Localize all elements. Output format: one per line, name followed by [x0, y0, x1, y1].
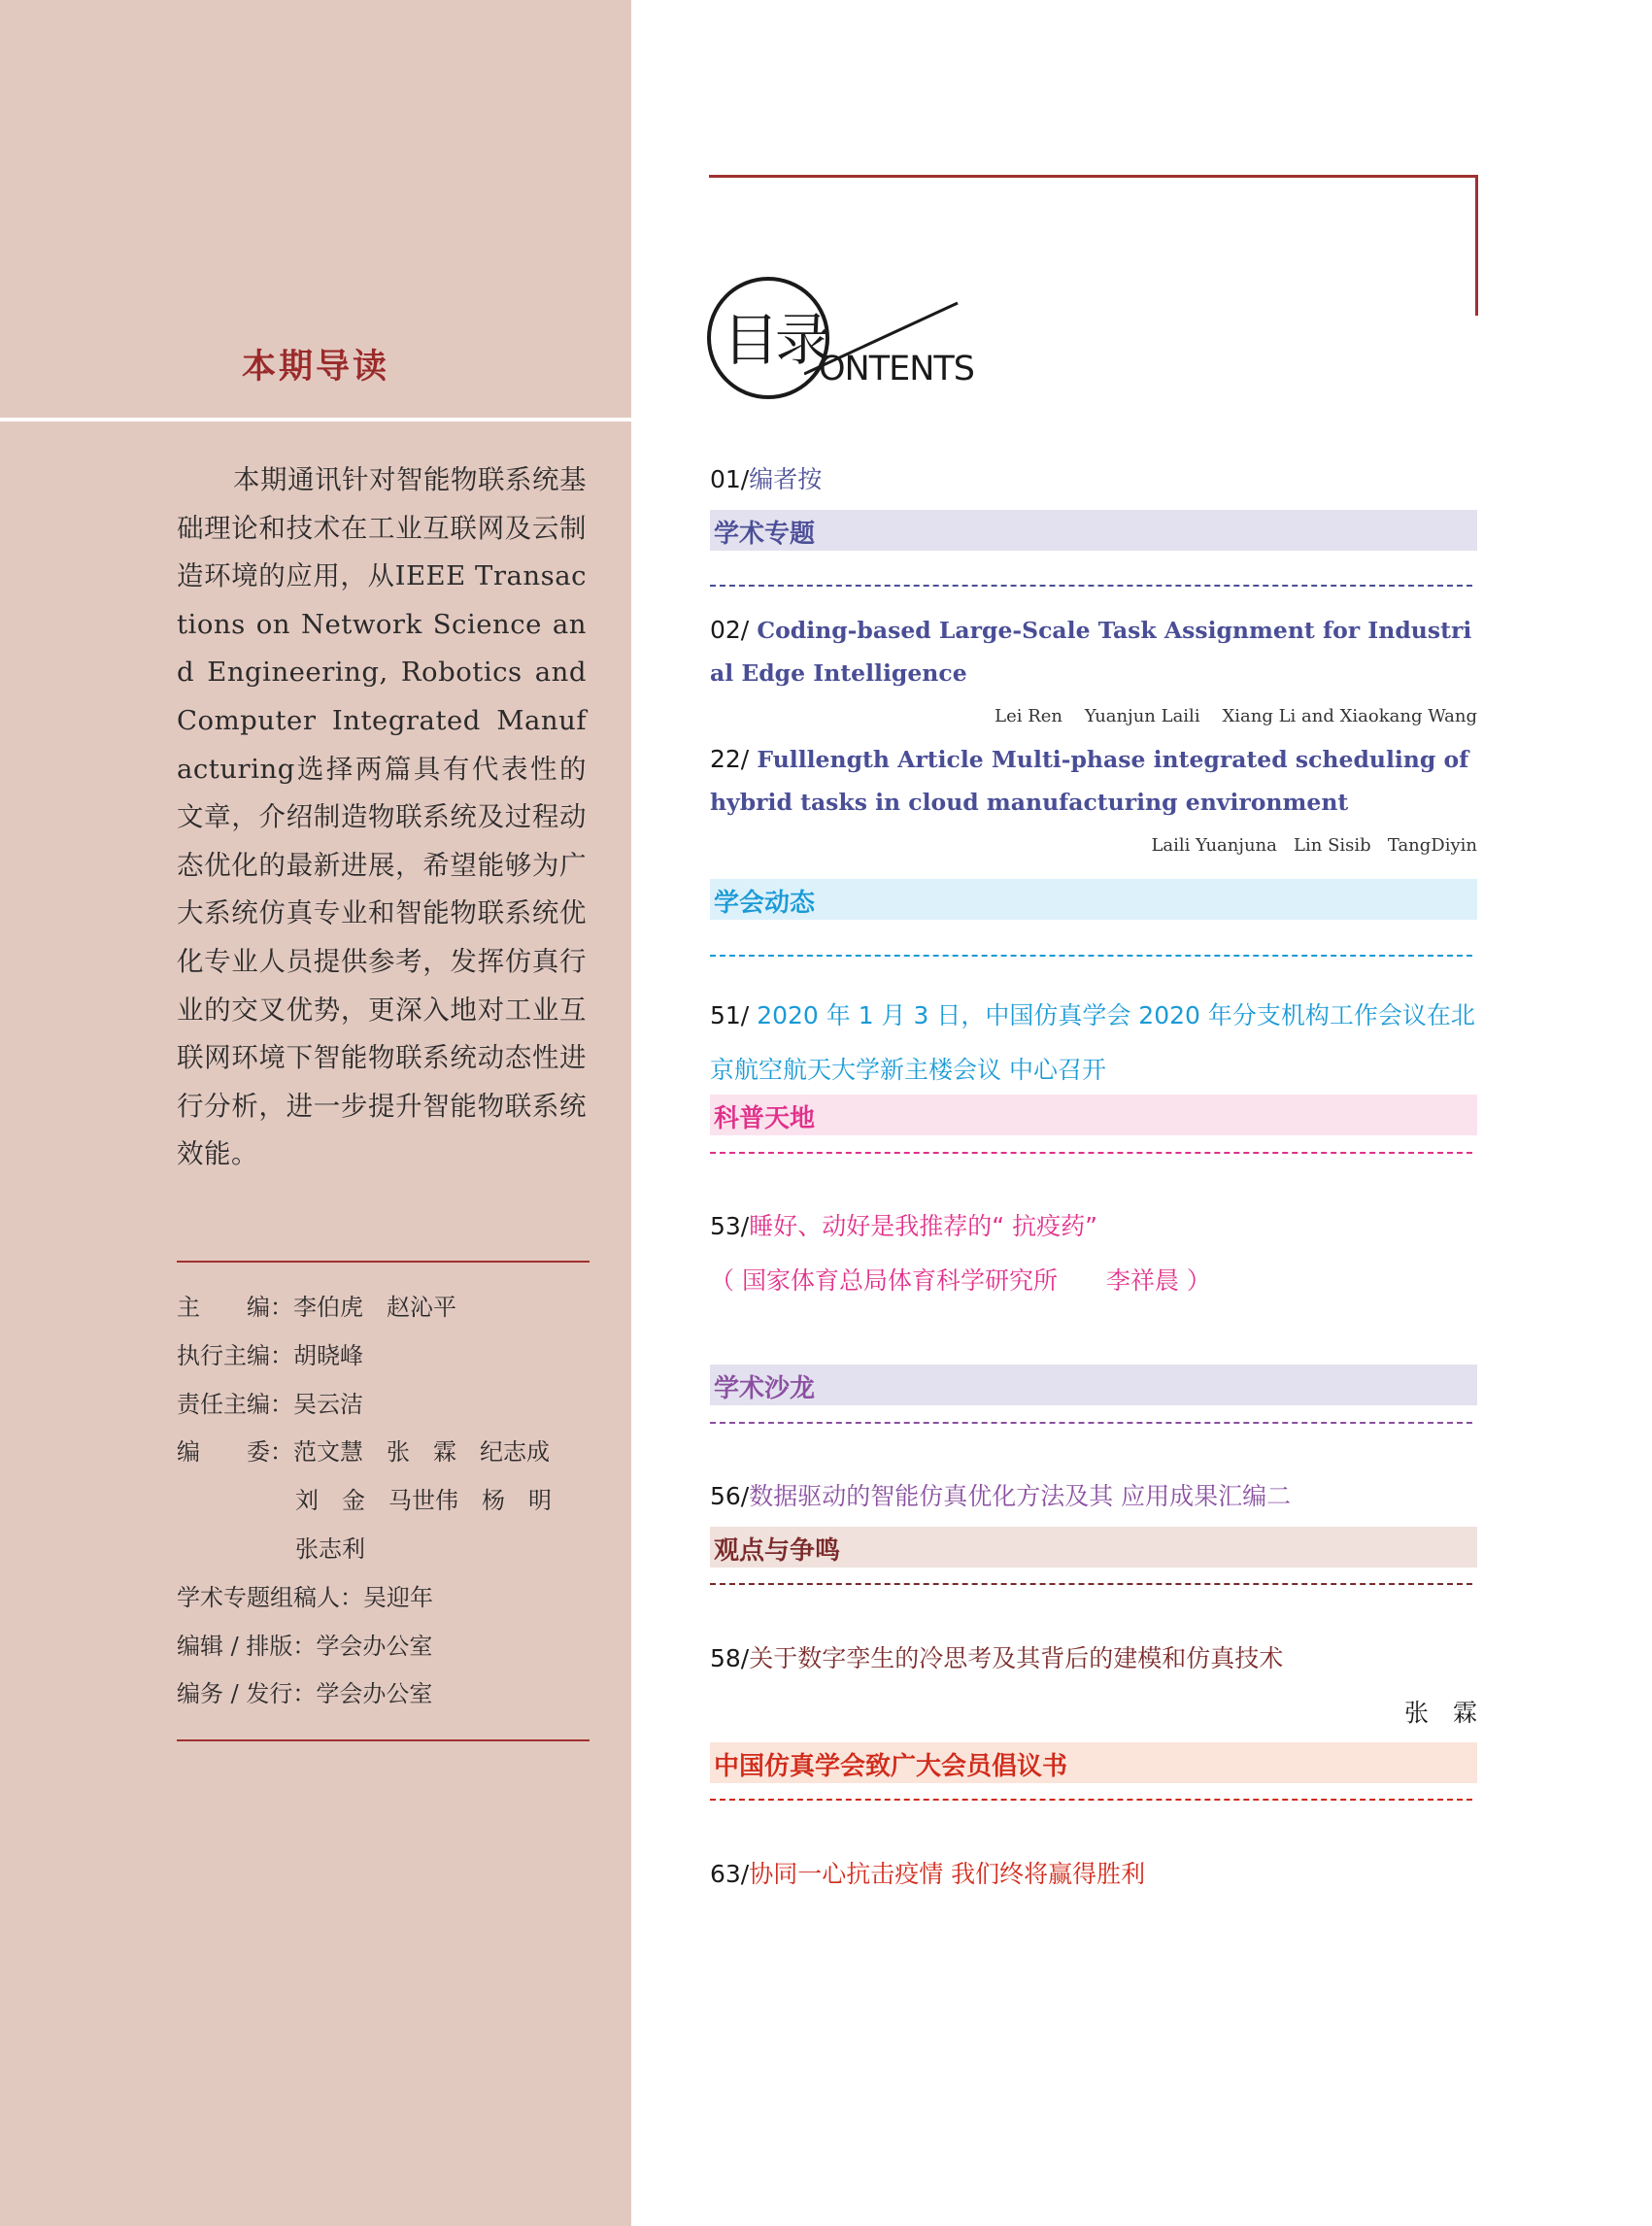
editor-value: 胡晓峰 [293, 1341, 363, 1369]
entry-title: 编者按 [749, 465, 823, 493]
logo-mulu-text: 目录 [723, 307, 828, 373]
logo-contents-text: ONTENTS [819, 350, 975, 388]
editor-row-topic [177, 1574, 594, 1623]
contents-logo [707, 277, 998, 403]
section-label: 观点与争鸣 [714, 1536, 841, 1566]
entry-title: Fulllength Article Multi-phase integrated scheduling of hybrid tasks in cloud manufacturing environment [710, 746, 1469, 816]
editor-label: 编辑 / 排版： [177, 1632, 317, 1660]
intro-text [177, 456, 587, 1179]
entry-title: 关于数字孪生的冷思考及其背后的建模和仿真技术 [749, 1644, 1284, 1672]
section-label: 科普天地 [714, 1104, 816, 1133]
page-number: 51/ [710, 1001, 750, 1029]
editor-label: 执行主编： [177, 1341, 293, 1369]
dashed-divider [710, 1422, 1472, 1424]
editor-value: 学会办公室 [316, 1632, 433, 1660]
section-science [710, 1095, 1477, 1135]
dashed-divider [710, 1799, 1472, 1801]
editors-top-rule [177, 1261, 590, 1263]
authors-02: Lei Ren Yuanjun Laili Xiang Li and Xiaokang Wang [995, 706, 1477, 726]
dashed-divider [710, 955, 1472, 957]
section-salon [710, 1365, 1477, 1405]
section-label: 学术沙龙 [714, 1374, 816, 1403]
toc-entry-56[interactable] [710, 1477, 1291, 1512]
toc-entry-01[interactable] [710, 460, 822, 495]
toc-entry-63[interactable] [710, 1855, 1145, 1890]
section-letter [710, 1742, 1477, 1783]
frame-top-rule [709, 175, 1478, 178]
editors-bottom-rule [177, 1739, 590, 1741]
section-views [710, 1527, 1477, 1568]
intro-paragraph: 本期通讯针对智能物联系统基础理论和技术在工业互联网及云制造环境的应用，从IEEE Transactions on Network Science and Engineering, Robotics and Computer Integrated Manufacturing选择两篇具有代表性的文章，介绍制造物联系统及过程动态优化的最新进展，希望能够为广大系统仿真专业和智能物联系统优化专业人员提供参考，发挥仿真行业的交叉优势，更深入地对工业互联网环境下智能物联系统动态性进行分析，进一步提升智能物联系统效能。 [177, 464, 587, 1170]
editor-label: 编 委： [177, 1438, 293, 1467]
entry-title: 睡好、动好是我推荐的“ 抗疫药” [749, 1212, 1098, 1240]
toc-entry-58[interactable] [710, 1639, 1283, 1674]
editor-label: 编务 / 发行： [177, 1680, 317, 1708]
frame-side-rule [1475, 175, 1478, 316]
section-label: 中国仿真学会致广大会员倡议书 [714, 1752, 1068, 1781]
editor-row-board-cont [177, 1526, 594, 1574]
page-number: 22/ [710, 745, 750, 773]
page-number: 01/ [710, 465, 750, 493]
toc-entry-53-source: （ 国家体育总局体育科学研究所 李祥晨 ） [710, 1266, 1211, 1295]
editorial-board [177, 1284, 594, 1719]
page-number: 63/ [710, 1860, 750, 1888]
dashed-divider [710, 1583, 1472, 1585]
page-number: 58/ [710, 1644, 750, 1672]
editor-label: 学术专题组稿人： [177, 1583, 363, 1611]
section-academic [710, 510, 1477, 551]
editor-value: 刘 金 马世伟 杨 明 [295, 1487, 552, 1515]
editor-value: 吴迎年 [363, 1583, 433, 1611]
sidebar-divider [0, 418, 631, 422]
editor-row-executive [177, 1332, 594, 1381]
editor-value: 张志利 [295, 1535, 365, 1563]
toc-entry-22[interactable] [710, 738, 1477, 824]
editor-label: 主 编： [177, 1294, 293, 1321]
page-number: 56/ [710, 1482, 750, 1510]
section-label: 学术专题 [714, 520, 816, 549]
editor-row-board-cont [177, 1477, 594, 1526]
authors-22: Laili Yuanjuna Lin Sisib TangDiyin [1151, 835, 1477, 856]
dashed-divider [710, 585, 1472, 587]
editor-value: 学会办公室 [316, 1680, 433, 1708]
editor-value: 范文慧 张 霖 纪志成 [293, 1438, 550, 1467]
toc-entry-53[interactable] [710, 1207, 1097, 1242]
dashed-divider [710, 1152, 1472, 1154]
entry-title: Coding-based Large-Scale Task Assignment for Industrial Edge Intelligence [710, 617, 1472, 687]
page-number: 53/ [710, 1212, 750, 1240]
section-news [710, 879, 1477, 920]
sidebar-title: 本期导读 [241, 347, 389, 387]
editor-value: 吴云洁 [293, 1390, 363, 1418]
sidebar [0, 0, 631, 2226]
entry-title: 数据驱动的智能仿真优化方法及其 应用成果汇编二 [749, 1482, 1292, 1510]
toc-entry-51[interactable] [710, 989, 1477, 1097]
editor-label: 责任主编： [177, 1390, 293, 1418]
entry-title: 2020 年 1 月 3 日，中国仿真学会 2020 年分支机构工作会议在北京航空航天大学新主楼会议 中心召开 [710, 1001, 1475, 1084]
editor-row-chief [177, 1284, 594, 1332]
editor-row-layout [177, 1623, 594, 1671]
toc-entry-58-author: 张 霖 [1403, 1699, 1477, 1727]
editor-row-responsible [177, 1381, 594, 1430]
page-number: 02/ [710, 616, 750, 644]
editor-row-distribution [177, 1670, 594, 1719]
editor-row-board [177, 1429, 594, 1477]
editor-value: 李伯虎 赵沁平 [293, 1294, 456, 1321]
section-label: 学会动态 [714, 889, 816, 918]
entry-title: 协同一心抗击疫情 我们终将赢得胜利 [749, 1860, 1146, 1888]
toc-entry-02[interactable] [710, 609, 1477, 694]
